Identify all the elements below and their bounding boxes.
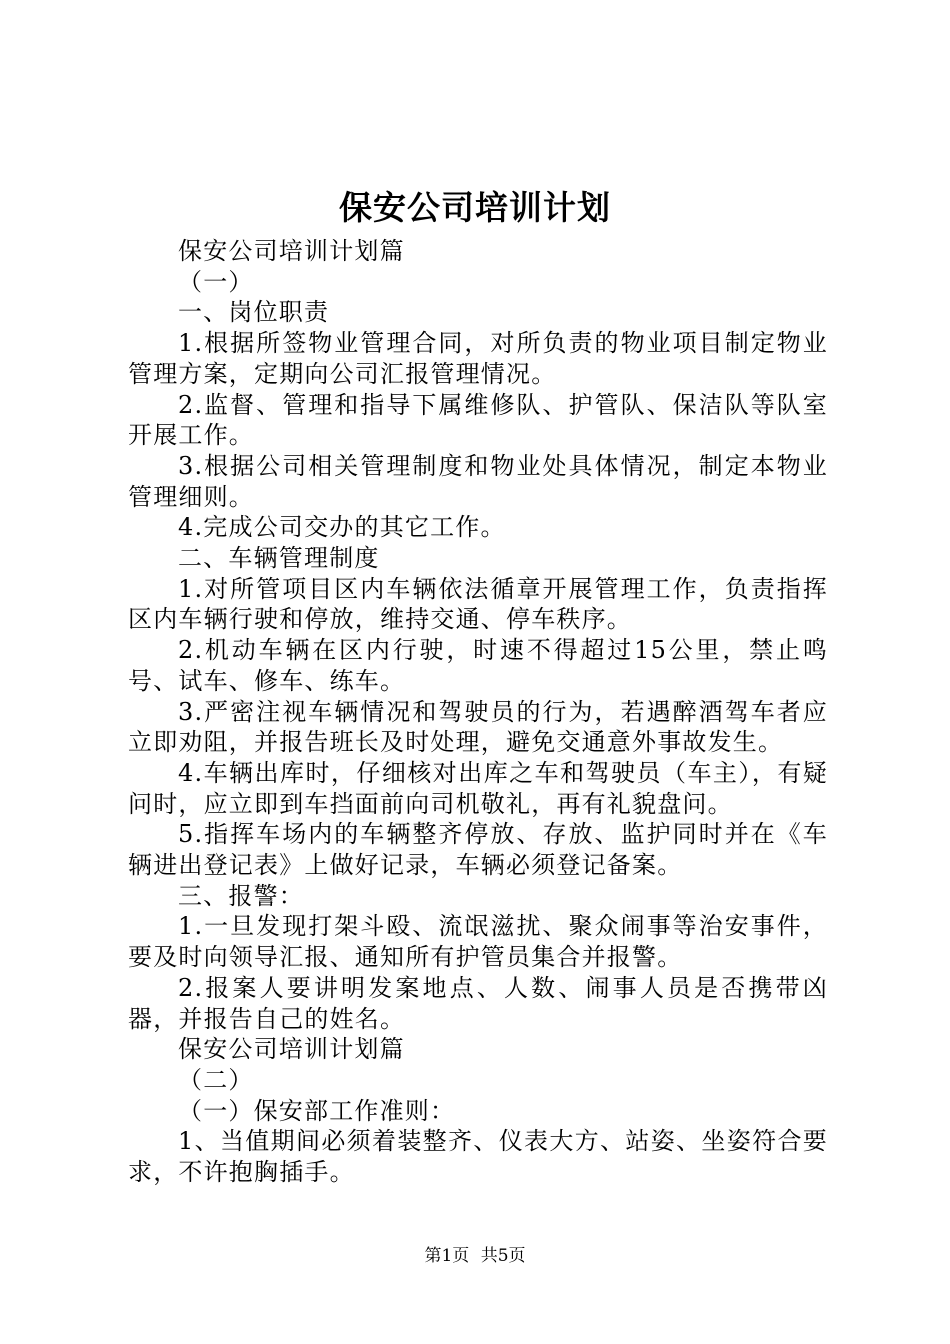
body-paragraph: 1.对所管项目区内车辆依法循章开展管理工作，负责指挥区内车辆行驶和停放，维持交通、停车秩序。 [128,574,828,634]
body-paragraph: 4.完成公司交办的其它工作。 [178,513,506,542]
section-number: （一） [178,267,254,296]
page-total: 共5页 [480,1246,526,1266]
body-paragraph: 2.报案人要讲明发案地点、人数、闹事人员是否携带凶器，并报告自己的姓名。 [128,973,828,1033]
document-body [128,236,828,1188]
subsection-heading: （一）保安部工作准则： [178,1096,456,1125]
body-paragraph: 2.机动车辆在区内行驶，时速不得超过15公里，禁止鸣号、试车、修车、练车。 [128,636,828,695]
body-paragraph: 1、当值期间必须着装整齐、仪表大方、站姿、坐姿符合要求，不许抱胸插手。 [128,1127,828,1187]
subsection-heading: 二、车辆管理制度 [178,544,380,573]
subsection-heading: 一、岗位职责 [178,298,330,327]
body-paragraph: 3.严密注视车辆情况和驾驶员的行为，若遇醉酒驾车者应立即劝阻，并报告班长及时处理，避免交通意外事故发生。 [128,697,828,757]
subsection-heading: 三、报警： [178,881,304,910]
section-heading: 保安公司培训计划篇 [178,1035,405,1064]
body-paragraph: 3.根据公司相关管理制度和物业处具体情况，制定本物业管理细则。 [128,451,828,511]
body-paragraph: 2.监督、管理和指导下属维修队、护管队、保洁队等队室开展工作。 [128,390,828,450]
body-paragraph: 4.车辆出库时，仔细核对出库之车和驾驶员（车主），有疑问时，应立即到车挡面前向司机敬礼，再有礼貌盘问。 [128,758,828,818]
body-paragraph: 1.一旦发现打架斗殴、流氓滋扰、聚众闹事等治安事件，要及时向领导汇报、通知所有护管员集合并报警。 [128,912,828,972]
body-paragraph: 1.根据所签物业管理合同，对所负责的物业项目制定物业管理方案，定期向公司汇报管理情况。 [128,329,828,388]
page-footer [0,1244,950,1268]
page-number: 第1页 [424,1246,470,1266]
section-heading: 保安公司培训计划篇 [178,237,405,265]
section-number: （二） [178,1065,254,1094]
document-title: 保安公司培训计划 [339,188,611,227]
body-paragraph: 5.指挥车场内的车辆整齐停放、存放、监护同时并在《车辆进出登记表》上做好记录，车辆必须登记备案。 [128,820,828,880]
